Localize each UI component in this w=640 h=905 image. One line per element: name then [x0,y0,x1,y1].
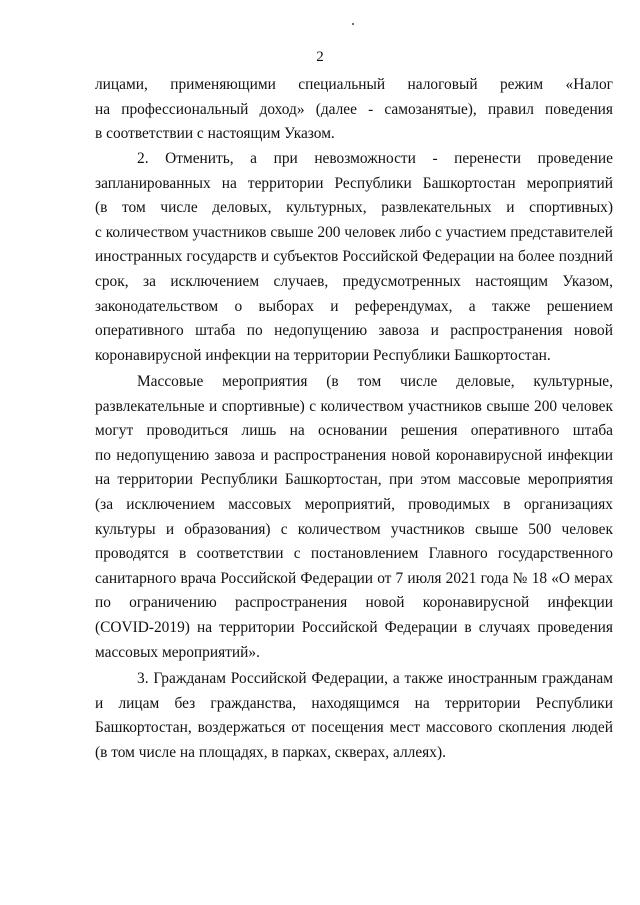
text-line: проводятся в соответствии с постановлением Главного государственного [95,545,613,563]
text-line: по ограничению распространения новой коронавирусной инфекции [95,594,613,612]
text-line: законодательством о выборах и референдумах, а также решением [95,297,613,315]
text-line: Башкортостан, воздержаться от посещения мест массового скопления людей [95,719,613,737]
paragraph-1 [95,73,613,147]
paragraph-2 [95,147,613,368]
text-line: оперативного штаба по недопущению завоза и распространения новой [95,322,613,340]
text-line: массовых мероприятий». [95,643,260,661]
text-line: запланированных на территории Республики Башкортостан мероприятий [95,174,613,192]
text-line: в соответствии с настоящим Указом. [95,125,335,143]
text-line: на территории Республики Башкортостан, при этом массовые мероприятия [95,471,613,489]
text-line: (в том числе деловых, культурных, развлекательных и спортивных) [95,199,613,217]
text-line: на профессиональный доход» (далее - самозанятые), правил поведения [95,100,613,118]
text-line: коронавирусной инфекции на территории Республики Башкортостан. [95,346,551,364]
text-line: (COVID-2019) на территории Российской Федерации в случаях проведения [95,618,613,636]
text-line: (за исключением массовых мероприятий, проводимых в организациях [95,495,613,513]
text-line: 3. Гражданам Российской Федерации, а также иностранным гражданам [137,670,613,687]
text-line: с количеством участников свыше 200 человек либо с участием представителей [95,223,613,241]
text-line: развлекательные и спортивные) с количеством участников свыше 200 человек [95,397,613,415]
text-line: Массовые мероприятия (в том числе деловые, культурные, [137,373,613,390]
text-line: и лицам без гражданства, находящимся на территории Республики [95,694,613,712]
text-line: срок, за исключением случаев, предусмотренных настоящим Указом, [95,272,613,290]
paragraph-3 [95,370,613,665]
text-line: по недопущению завоза и распространения новой коронавирусной инфекции [95,446,613,464]
page-number: 2 [316,49,324,65]
text-line: могут проводиться лишь на основании решения оперативного штаба [95,422,613,440]
text-line: культуры и образования) с количеством участников свыше 500 человек [95,520,613,538]
text-line: санитарного врача Российской Федерации от 7 июля 2021 года № 18 «О мерах [95,569,613,587]
text-line: (в том числе на площадях, в парках, скверах, аллеях). [95,743,446,761]
text-line: 2. Отменить, а при невозможности - перенести проведение [137,150,613,167]
text-line: лицами, применяющими специальный налоговый режим «Налог [95,76,613,93]
text-line: иностранных государств и субъектов Российской Федерации на более поздний [95,248,613,266]
paragraph-4 [95,667,613,765]
scan-speck [352,23,354,25]
